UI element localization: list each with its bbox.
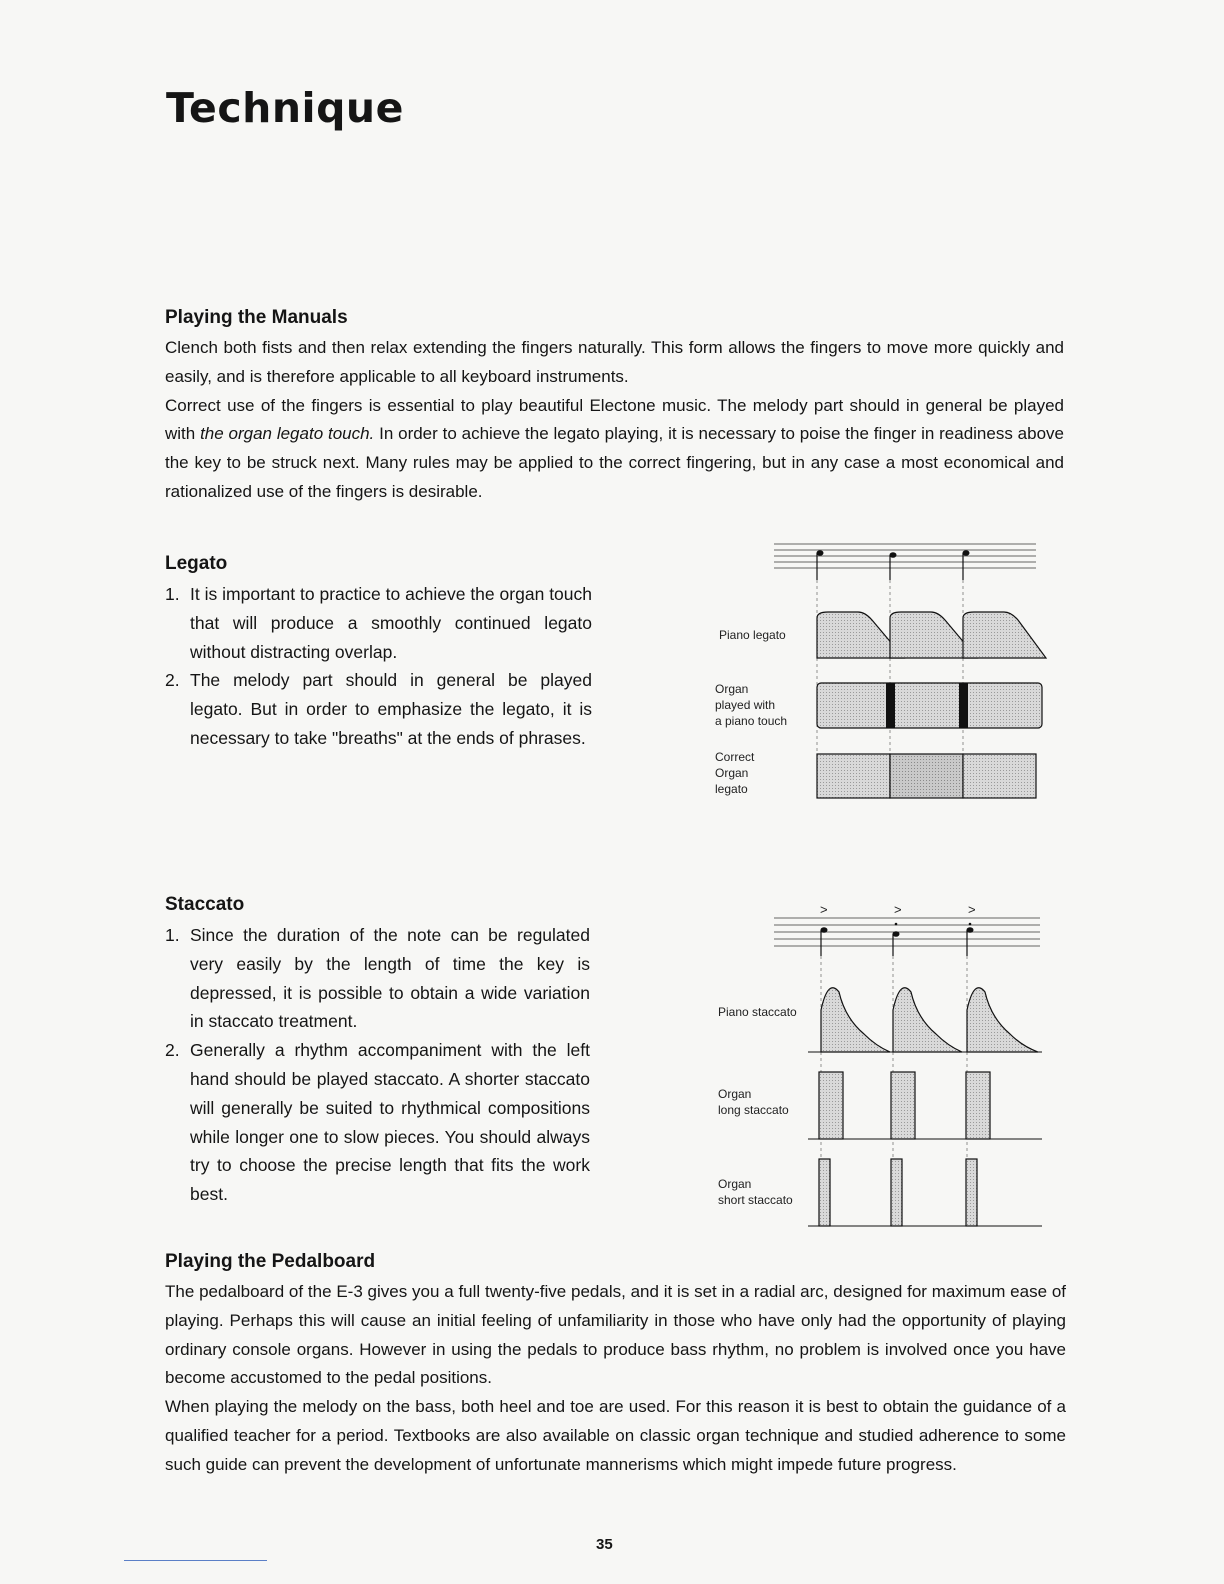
correct-legato-blocks <box>817 754 1036 798</box>
label-piano-legato: Piano legato <box>719 628 786 642</box>
pedalboard-section <box>165 1250 1066 1480</box>
pedalboard-paragraph-2: When playing the melody on the bass, both heel and toe are used. For this reason it is best to obtain the guidance of a qualified teacher for a period. Textbooks are also available on classic organ technique and studied adherence to some such guide can prevent the development of unfortunate mannerisms which might impede future progress. <box>165 1397 1066 1474</box>
page-number: 35 <box>596 1536 613 1553</box>
list-item: 2. Generally a rhythm accompaniment with the left hand should be played staccato. A shorter staccato will generally be suited to rhythmical compositions while longer one to slow pieces. You should always try to choose the precise length that fits the work best. <box>165 1040 590 1205</box>
label-organ-short-staccato: Organ short staccato <box>718 1177 793 1207</box>
organ-legato-touch-emphasis: the organ legato touch. <box>200 424 375 444</box>
label-correct-legato: Correct Organ legato <box>715 750 755 796</box>
manuals-paragraph-1: Clench both fists and then relax extending the fingers naturally. This form allows the fingers to move more quickly and easily, and is therefore applicable to all keyboard instruments. <box>165 338 1064 386</box>
staff-lines <box>774 544 1036 568</box>
page-title: Technique <box>166 84 404 132</box>
piano-legato-envelopes <box>817 612 1046 658</box>
legato-list <box>165 580 592 753</box>
notes <box>817 550 970 580</box>
organ-long-staccato-blocks <box>819 1072 990 1139</box>
pedalboard-paragraph-1: The pedalboard of the E-3 gives you a full twenty-five pedals, and it is set in a radial arc, designed for maximum ease of playing. Perhaps this will cause an initial feeling of unfamiliarity in those who have only had the opportunity of playing ordinary console organs. However in using the pedals to produce bass rhythm, no problem is involved once you have become accustomed to the pedal positions. <box>165 1282 1066 1388</box>
legato-heading: Legato <box>165 553 228 574</box>
pedalboard-heading: Playing the Pedalboard <box>165 1251 376 1272</box>
piano-staccato-envelopes <box>821 988 1038 1052</box>
manuals-section <box>165 306 1064 507</box>
label-organ-long-staccato: Organ long staccato <box>718 1087 789 1117</box>
svg-text:>: > <box>820 902 828 917</box>
legato-section <box>165 552 592 753</box>
list-item: 1. It is important to practice to achieve the organ touch that will produce a smoothly continued legato without distracting overlap. <box>165 584 592 662</box>
footer-rule <box>124 1560 267 1561</box>
list-item: 1. Since the duration of the note can be regulated very easily by the length of time the key is depressed, it is possible to obtain a wide variation in staccato treatment. <box>165 925 590 1032</box>
staccato-diagram <box>700 900 1060 1230</box>
accent-marks <box>820 902 976 917</box>
legato-diagram <box>700 536 1060 806</box>
staccato-section <box>165 893 590 1209</box>
label-organ-piano-touch: Organ played with a piano touch <box>715 682 788 728</box>
organ-short-staccato-blocks <box>819 1159 977 1226</box>
staccato-heading: Staccato <box>165 894 245 915</box>
manuals-heading: Playing the Manuals <box>165 307 348 328</box>
svg-text:>: > <box>894 902 902 917</box>
list-item: 2. The melody part should in general be played legato. But in order to emphasize the legato, it is necessary to take "breaths" at the ends of phrases. <box>165 670 592 748</box>
organ-piano-touch-blocks <box>817 683 1042 728</box>
manuals-paragraph-2: Correct use of the fingers is essential to play beautiful Electone music. The melody part should in general be played with the organ legato touch. In order to achieve the legato playing, it is necessary to poise the finger in readiness above the key to be struck next. Many rules may be applied to the correct fingering, but in any case a most economical and rationalized use of the fingers is desirable. <box>165 395 1064 501</box>
label-piano-staccato: Piano staccato <box>718 1005 797 1019</box>
staff-lines <box>774 918 1040 946</box>
svg-text:>: > <box>968 902 976 917</box>
staccato-list <box>165 921 590 1209</box>
